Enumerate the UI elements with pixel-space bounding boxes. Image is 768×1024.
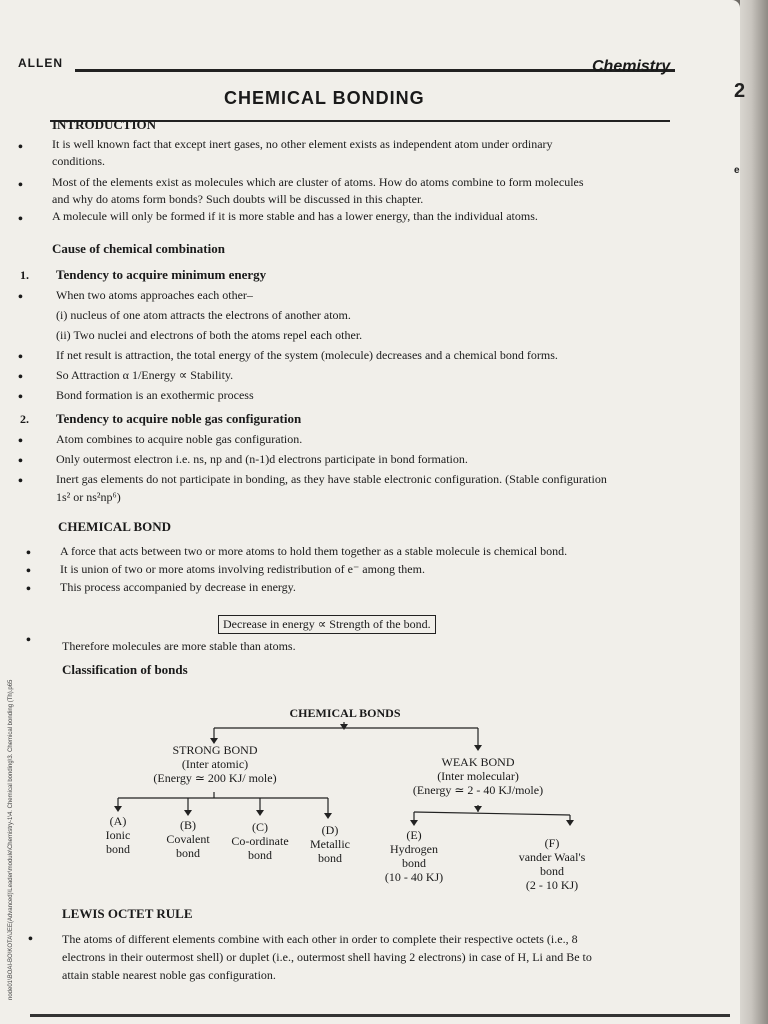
tree-leaf-hydrogen [376,828,452,884]
tree-leaf-ionic [93,814,143,856]
paragraph-line: Atom combines to acquire noble gas configuration. [56,432,303,446]
paragraph-line: and why do atoms form bonds? Such doubts will be discussed in this chapter. [52,192,424,206]
node-energy: (Energy ≃ 2 - 40 KJ/mole) [412,783,544,797]
paragraph-line: electrons in their outermost shell) or duplet (i.e., outermost shell having 2 electrons) in case of H, Li and Be to [62,950,592,964]
tree-leaf-vanderwaals [504,836,600,892]
footer-rule [30,1014,730,1017]
paragraph-line: Therefore molecules are more stable than atoms. [62,639,296,653]
page-title: CHEMICAL BONDING [224,88,425,108]
bullet: • [26,546,31,561]
bullet: • [18,212,23,227]
bullet: • [26,633,31,648]
paragraph-line: It is union of two or more atoms involving redistribution of e⁻ among them. [60,562,425,576]
paragraph-line: 1s² or ns²np⁶) [56,490,121,504]
leaf-letter: (F) [544,836,560,850]
leaf-label: bond [106,842,130,856]
leaf-energy: (2 - 10 KJ) [525,878,579,892]
section-heading-lewis: LEWIS OCTET RULE [62,906,193,921]
list-number: 2. [20,412,29,426]
leaf-label: bond [318,851,342,865]
paragraph-line: A force that acts between two or more atoms to hold them together as a stable molecule is chemical bond. [60,544,568,558]
paragraph-line: This process accompanied by decrease in energy. [60,580,296,594]
file-path-sidebar: node01\BOAI-BO\KOTA\JEE(Advanced)\Leader\module\Chemistry-1\4. Chemical bonding\3. Chemical bonding (Th).p65 [8,679,14,1000]
paragraph-line: When two atoms approaches each other– [56,288,253,302]
publisher-logo: ALLEN [18,56,63,70]
paragraph-line: Bond formation is an exothermic process [56,388,254,402]
bullet: • [28,932,33,947]
paragraph-line: conditions. [52,154,105,168]
paragraph-line: Only outermost electron i.e. ns, np and (n-1)d electrons participate in bond formation. [56,452,468,466]
paragraph-line: If net result is attraction, the total energy of the system (molecule) decreases and a chemical bond forms. [56,348,558,362]
list-number: 1. [20,268,29,282]
section-heading-introduction: INTRODUCTION [52,117,157,132]
paragraph-line: attain stable nearest noble gas configuration. [62,968,276,982]
leaf-letter: (A) [109,814,127,828]
leaf-label: Metallic [310,837,350,851]
node-title: STRONG BOND [172,743,258,757]
paragraph-line: Inert gas elements do not participate in bonding, as they have stable electronic configuration. (Stable configuration [56,472,607,486]
bullet: • [18,290,23,305]
bullet: • [18,370,23,385]
leaf-label: Co-ordinate [231,834,289,848]
leaf-label: Hydrogen [390,842,438,856]
leaf-letter: (D) [321,823,339,837]
bullet: • [26,564,31,579]
point-heading: Tendency to acquire noble gas configuration [56,411,302,426]
paragraph-line: It is well known fact that except inert gases, no other element exists as independent atom under ordinary [52,137,553,151]
leaf-label: Covalent [166,832,210,846]
bullet: • [18,140,23,155]
leaf-energy: (10 - 40 KJ) [384,870,444,884]
leaf-letter: (B) [180,818,196,832]
subject-label: Chemistry [592,58,671,75]
classification-heading: Classification of bonds [62,662,188,677]
paragraph-line: The atoms of different elements combine with each other in order to complete their respective octets (i.e., 8 [62,932,578,946]
section-heading-cause: Cause of chemical combination [52,241,225,256]
bullet: • [18,474,23,489]
edge-mark: e [734,165,740,176]
tree-node-weak-bond [398,755,558,797]
leaf-label: bond [176,846,200,860]
edge-mark: 2 [734,80,746,102]
tree-leaf-covalent [158,818,218,860]
bullet: • [18,178,23,193]
node-energy: (Energy ≃ 200 KJ/ mole) [153,771,277,785]
paragraph-line: A molecule will only be formed if it is more stable and has a lower energy, than the individual atoms. [52,209,538,223]
point-heading: Tendency to acquire minimum energy [56,267,267,282]
section-heading-chemical-bond: CHEMICAL BOND [58,519,172,534]
node-subtitle: (Inter atomic) [181,757,249,771]
tree-leaf-coordinate [222,820,298,862]
bullet: • [18,454,23,469]
tree-root: CHEMICAL BONDS [289,706,401,720]
leaf-label: bond [402,856,426,870]
bullet: • [18,350,23,365]
node-subtitle: (Inter molecular) [437,769,519,783]
paragraph-line: So Attraction α 1/Energy ∝ Stability. [56,368,234,382]
book-edge [740,0,768,1024]
leaf-letter: (E) [406,828,422,842]
leaf-letter: (C) [252,820,268,834]
leaf-label: bond [540,864,564,878]
paragraph-line: Most of the elements exist as molecules which are cluster of atoms. How do atoms combine to form molecules [52,175,584,189]
tree-leaf-metallic [302,823,358,865]
bullet: • [18,390,23,405]
tree-node-strong-bond [140,743,290,785]
paragraph-line: (i) nucleus of one atom attracts the electrons of another atom. [56,308,351,322]
bullet: • [26,582,31,597]
leaf-label: Ionic [105,828,131,842]
boxed-statement: Decrease in energy ∝ Strength of the bond. [218,615,436,634]
bullet: • [18,434,23,449]
leaf-label: vander Waal's [518,850,586,864]
paragraph-line: (ii) Two nuclei and electrons of both the atoms repel each other. [56,328,363,342]
leaf-label: bond [248,848,272,862]
node-title: WEAK BOND [441,755,515,769]
